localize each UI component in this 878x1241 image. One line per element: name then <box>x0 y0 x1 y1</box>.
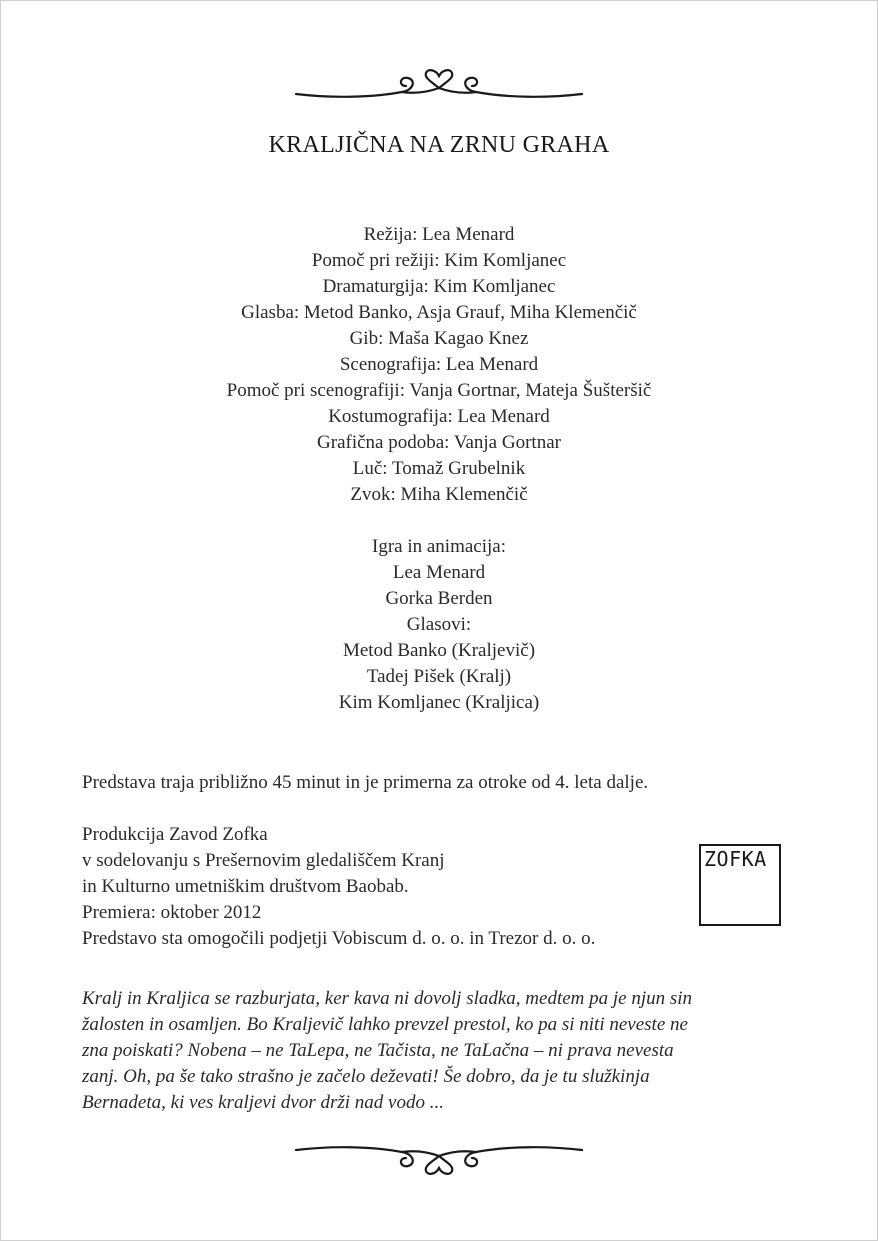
sponsors-line: Predstavo sta omogočili podjetji Vobiscum d. o. o. in Trezor d. o. o. <box>82 928 596 949</box>
zofka-logo <box>699 844 781 926</box>
credits-block <box>0 222 878 716</box>
production-line: v sodelovanju s Prešernovim gledališčem Kranj <box>82 850 445 871</box>
credit-line: Režija: Lea Menard <box>363 224 515 245</box>
production-line: Produkcija Zavod Zofka <box>82 824 268 845</box>
cast-line: Glasovi: <box>406 614 472 635</box>
credit-line: Glasba: Metod Banko, Asja Grauf, Miha Klemenčič <box>241 302 637 323</box>
credit-line: Zvok: Miha Klemenčič <box>350 484 528 505</box>
cast-line: Lea Menard <box>392 562 486 583</box>
credit-line: Gib: Maša Kagao Knez <box>349 328 529 349</box>
credit-line: Scenografija: Lea Menard <box>339 354 539 375</box>
synopsis-line: žalosten in osamljen. Bo Kraljevič lahko prevzel prestol, ko pa si niti neveste ne <box>82 1014 688 1035</box>
logo-text: ZOFKA <box>704 847 767 871</box>
premiere-line: Premiera: oktober 2012 <box>82 902 262 923</box>
synopsis-line: zna poiskati? Nobena – ne TaLepa, ne Tačista, ne TaLačna – ni prava nevesta <box>82 1040 674 1061</box>
credit-line: Pomoč pri režiji: Kim Komljanec <box>311 250 567 271</box>
synopsis-line: Kralj in Kraljica se razburjata, ker kava ni dovolj sladka, medtem pa je njun sin <box>82 988 693 1009</box>
production-block <box>82 822 782 952</box>
synopsis-line: zanj. Oh, pa še tako strašno je začelo deževati! Še dobro, da je tu služkinja <box>82 1066 650 1087</box>
credit-line: Pomoč pri scenografiji: Vanja Gortnar, Mateja Šušteršič <box>226 380 652 401</box>
heart-flourish-icon <box>290 68 588 108</box>
cast-line: Tadej Pišek (Kralj) <box>366 666 512 687</box>
heart-flourish-icon <box>290 1136 588 1176</box>
credit-line: Kostumografija: Lea Menard <box>328 406 550 427</box>
synopsis-block <box>82 986 802 1116</box>
cast-line: Kim Komljanec (Kraljica) <box>338 692 540 713</box>
credit-line: Grafična podoba: Vanja Gortnar <box>317 432 561 453</box>
cast-line: Igra in animacija: <box>372 536 506 557</box>
production-line: in Kulturno umetniškim društvom Baobab. <box>82 876 409 897</box>
cast-line: Metod Banko (Kraljevič) <box>342 640 536 661</box>
credit-line: Luč: Tomaž Grubelnik <box>352 458 526 479</box>
credit-line: Dramaturgija: Kim Komljanec <box>322 276 556 297</box>
cast-line: Gorka Berden <box>385 588 493 609</box>
duration-text: Predstava traja približno 45 minut in je primerna za otroke od 4. leta dalje. <box>82 772 649 793</box>
duration-note <box>82 770 782 796</box>
synopsis-line: Bernadeta, ki ves kraljevi dvor drži nad vodo ... <box>82 1092 444 1113</box>
play-title: KRALJIČNA NA ZRNU GRAHA <box>268 132 610 158</box>
